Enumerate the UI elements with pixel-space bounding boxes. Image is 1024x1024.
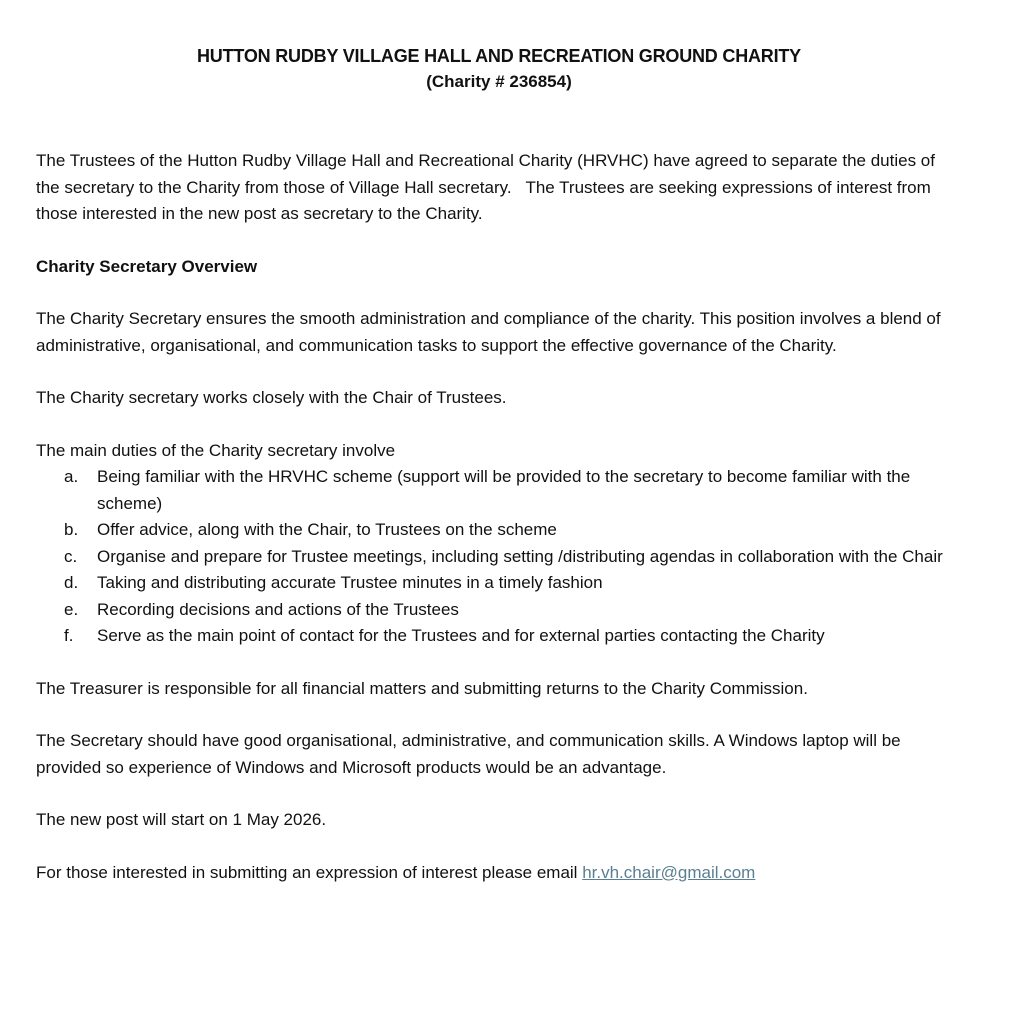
list-item — [36, 544, 962, 571]
list-item-text: Being familiar with the HRVHC scheme (support will be provided to the secretary to become familiar with the scheme) — [97, 467, 911, 513]
title-line-1: HUTTON RUDBY VILLAGE HALL AND RECREATION GROUND CHARITY — [196, 46, 801, 66]
skills-paragraph: The Secretary should have good organisational, administrative, and communication skills. A Windows laptop will be provided so experience of Windows and Microsoft products would be an advantage. — [36, 731, 906, 777]
list-item — [36, 623, 962, 650]
list-item-text: Offer advice, along with the Chair, to Trustees on the scheme — [97, 520, 557, 539]
list-item-marker: f. — [64, 626, 74, 645]
list-item-marker: c. — [64, 546, 78, 566]
document-title — [36, 44, 962, 94]
overview-paragraph: The Charity Secretary ensures the smooth administration and compliance of the charity. This position involves a blend of administrative, organisational, and communication tasks to support the effective governance of the Charity. — [36, 309, 946, 355]
treasurer-paragraph: The Treasurer is responsible for all financial matters and submitting returns to the Charity Commission. — [36, 678, 808, 698]
start-date-paragraph: The new post will start on 1 May 2026. — [36, 810, 327, 829]
list-item — [36, 517, 962, 544]
list-item-marker: d. — [64, 573, 79, 592]
intro-paragraph: The Trustees of the Hutton Rudby Village Hall and Recreational Charity (HRVHC) have agreed to separate the duties of the secretary to the Charity from those of Village Hall secretary. The Trustees are seeking expressions of interest from those interested in the new post as secretary to the Charity. — [36, 151, 940, 223]
list-item — [36, 570, 962, 597]
list-item-marker: a. — [64, 467, 79, 486]
list-item-marker: e. — [64, 599, 79, 619]
closing-text: For those interested in submitting an expression of interest please email — [36, 862, 583, 882]
list-item-text: Serve as the main point of contact for the Trustees and for external parties contacting the Charity — [97, 626, 825, 645]
list-item-text: Organise and prepare for Trustee meetings, including setting /distributing agendas in collaboration with the Chair — [97, 546, 943, 566]
closing-paragraph — [36, 860, 962, 887]
list-item-marker: b. — [64, 520, 79, 539]
overview-heading: Charity Secretary Overview — [36, 256, 258, 276]
list-item — [36, 464, 962, 517]
list-item-text: Taking and distributing accurate Trustee minutes in a timely fashion — [97, 573, 603, 592]
title-line-2: (Charity # 236854) — [426, 72, 572, 91]
duties-intro: The main duties of the Charity secretary involve — [36, 440, 396, 460]
works-closely-paragraph: The Charity secretary works closely with the Chair of Trustees. — [36, 388, 507, 407]
email-link[interactable]: hr.vh.chair@gmail.com — [582, 862, 756, 882]
duties-list — [36, 464, 962, 650]
list-item-text: Recording decisions and actions of the Trustees — [97, 599, 459, 619]
list-item — [36, 597, 962, 624]
